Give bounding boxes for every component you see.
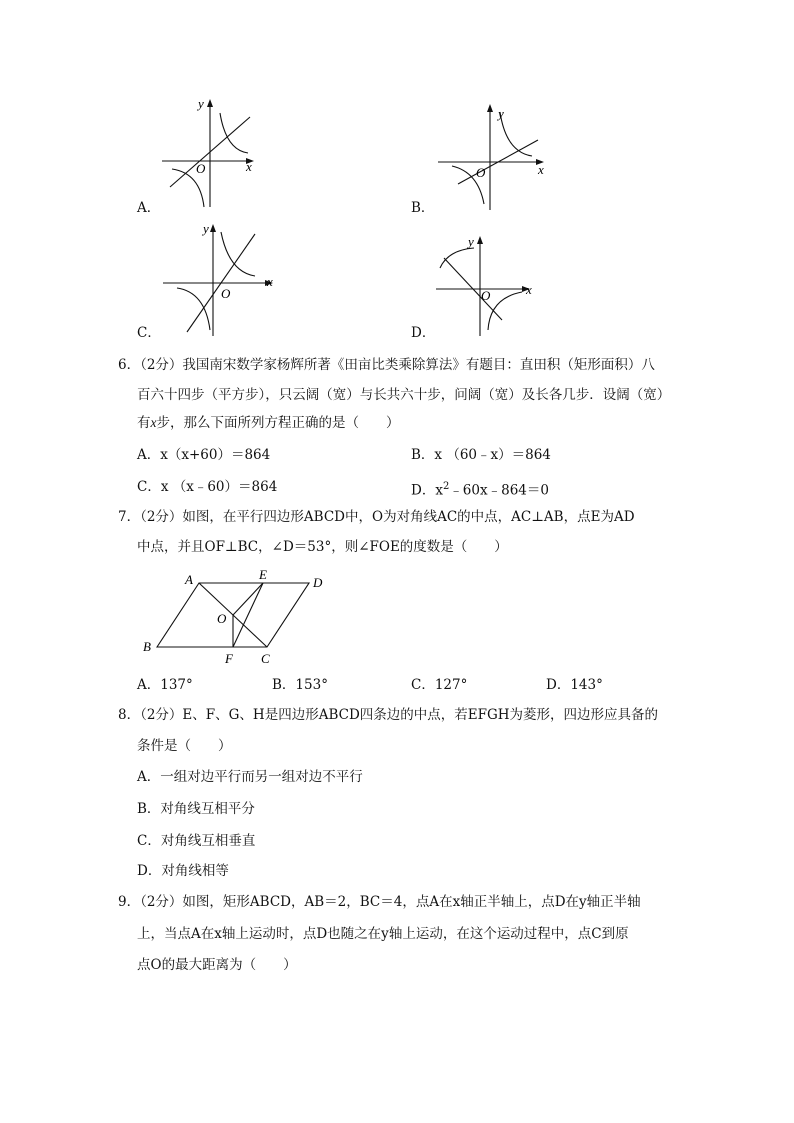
q6-line-3a: 有 <box>137 415 151 431</box>
graph-c <box>155 220 280 340</box>
label-a: A <box>185 572 193 587</box>
hyperbola-branch-1 <box>440 248 474 268</box>
graph-a-option: A． <box>137 200 161 216</box>
segment-ef <box>233 583 263 647</box>
q8-line-1: 8．（2分）E、F、G、H是四边形ABCD四条边的中点，若EFGH为菱形，四边形应具备的 <box>118 707 659 723</box>
q7-option-a: A．137° <box>137 677 193 693</box>
origin-label: O <box>196 161 206 176</box>
q6-option-d-sup: 2 <box>442 481 450 492</box>
x-label: x <box>246 159 252 174</box>
y-label: y <box>198 96 204 111</box>
label-b: B <box>143 639 151 654</box>
graph-b-option: B． <box>411 200 435 216</box>
label-c: C <box>261 651 270 666</box>
x-label: x <box>267 274 273 289</box>
q6-option-c: C．x （x﹣60）＝864 <box>137 479 278 495</box>
q7-parallelogram-figure <box>135 565 340 675</box>
graph-b <box>430 100 555 215</box>
q7-line-1: 7．（2分）如图，在平行四边形ABCD中，O为对角线AC的中点，AC⊥AB，点E为AD <box>118 509 635 525</box>
graph-a <box>150 95 270 215</box>
y-arrow <box>487 104 493 112</box>
label-o: O <box>217 611 227 626</box>
y-label: y <box>468 234 474 249</box>
segment-oe <box>233 583 263 615</box>
q8-option-b: B．对角线互相平分 <box>137 801 255 817</box>
q6-line-1: 6．（2分）我国南宋数学家杨辉所著《田亩比类乘除算法》有题目：直田积（矩形面积）八 <box>118 357 655 373</box>
graph-c-option: C． <box>137 325 161 341</box>
q8-line-2: 条件是（ ） <box>137 738 232 754</box>
q8-option-d: D．对角线相等 <box>137 863 229 879</box>
y-label: y <box>498 106 504 121</box>
origin-label: O <box>221 286 231 301</box>
q6-line-3b: 步，那么下面所列方程正确的是（ ） <box>156 415 400 431</box>
q8-option-c: C．对角线互相垂直 <box>137 833 256 849</box>
x-label: x <box>538 162 544 177</box>
y-label: y <box>203 221 209 236</box>
hyperbola-branch-1 <box>221 232 255 276</box>
label-d: D <box>313 575 323 590</box>
label-e: E <box>259 567 267 582</box>
q7-option-c: C．127° <box>411 677 468 693</box>
y-arrow <box>477 236 483 244</box>
hyperbola-branch-1 <box>500 112 532 156</box>
hyperbola-branch-2 <box>488 292 522 330</box>
q9-line-3: 点O的最大距离为（ ） <box>137 957 297 973</box>
q6-option-b: B．x （60﹣x）＝864 <box>411 447 551 463</box>
graph-d <box>430 230 545 340</box>
origin-label: O <box>481 288 491 303</box>
y-arrow <box>207 99 213 107</box>
origin-label: O <box>476 165 486 180</box>
q9-line-1: 9．（2分）如图，矩形ABCD，AB＝2，BC＝4，点A在x轴正半轴上，点D在y轴正半轴 <box>118 894 641 910</box>
q7-line-2: 中点，并且OF⊥BC，∠D＝53°，则∠FOE的度数是（ ） <box>137 539 508 555</box>
q6-var: x <box>150 415 157 430</box>
q6-option-d-post: ﹣60x﹣864＝0 <box>449 482 549 499</box>
q6-line-3 <box>137 414 400 432</box>
q8-option-a: A．一组对边平行而另一组对边不平行 <box>137 769 363 785</box>
q7-option-d: D．143° <box>546 677 603 693</box>
graph-d-option: D． <box>411 325 436 341</box>
q6-line-2: 百六十四步（平方步），只云阔（宽）与长共六十步，问阔（宽）及长各几步．设阔（宽） <box>137 387 671 403</box>
q6-option-d-pre: D．x <box>411 482 443 499</box>
hyperbola-branch-1 <box>220 113 248 153</box>
label-f: F <box>225 651 233 666</box>
q9-line-2: 上，当点A在x轴上运动时，点D也随之在y轴上运动，在这个运动过程中，点C到原 <box>137 926 629 942</box>
q6-option-a: A．x（x+60）＝864 <box>137 447 271 463</box>
hyperbola-branch-2 <box>177 288 210 330</box>
y-arrow <box>210 224 216 232</box>
q6-option-d <box>411 478 549 500</box>
x-label: x <box>526 282 532 297</box>
q7-option-b: B．153° <box>272 677 328 693</box>
